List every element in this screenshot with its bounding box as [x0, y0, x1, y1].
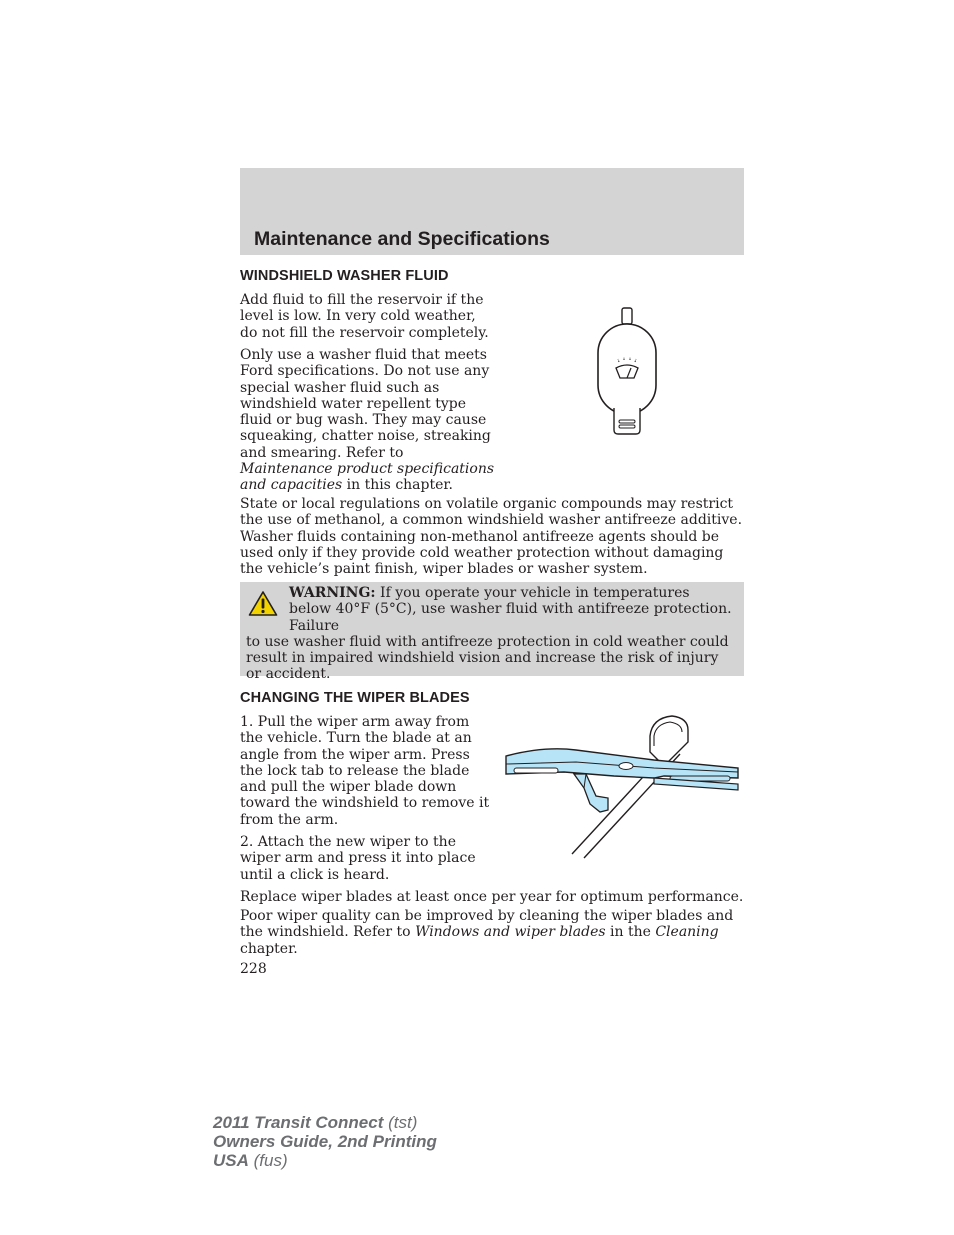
washer-paragraph-2-tail: in this chapter. — [342, 477, 454, 494]
warning-box — [240, 582, 744, 683]
windows-wipers-reference: Windows and wiper blades — [415, 924, 606, 941]
wiper-quality-mid: in the — [605, 924, 656, 941]
section-header-band — [240, 168, 744, 255]
footer-market-code: (fus) — [248, 1151, 288, 1170]
wiper-step-2: 2. Attach the new wiper to the wiper arm and press it into place until a click is heard. — [240, 834, 476, 883]
wiper-quality-paragraph — [240, 908, 744, 957]
washer-paragraph-3: State or local regulations on volatile organic compounds may restrict the use of methanol, a common windshield washer antifreeze additive. Washer fluids containing non-methanol antifreeze agents should be used only if they provide cold weather protection without damaging the vehicle’s paint finish, wiper blades or washer system. — [240, 496, 743, 578]
section-title: Maintenance and Specifications — [254, 228, 550, 250]
footer-line-3 — [213, 1151, 437, 1170]
wiper-blade-illustration — [504, 712, 740, 860]
page-number: 228 — [240, 961, 267, 977]
wiper-step-1: 1. Pull the wiper arm away from the vehicle. Turn the blade at an angle from the wiper arm. Press the lock tab to release the blade and pull the wiper blade down toward the windshield to remove it from the arm. — [240, 714, 490, 828]
footer-market: USA — [213, 1151, 249, 1170]
footer-model: 2011 Transit Connect — [213, 1113, 384, 1132]
footer-line-1 — [213, 1113, 437, 1132]
warning-text-first: If you operate your vehicle in temperatures below 40°F (5°C), use washer fluid with antifreeze protection. Failure — [289, 585, 732, 634]
warning-text — [246, 585, 734, 683]
wiper-replace-paragraph: Replace wiper blades at least once per year for optimum performance. — [240, 889, 744, 905]
washer-capacities-reference: Maintenance product specifications and capacities — [240, 461, 495, 494]
document-footer — [213, 1113, 437, 1170]
warning-label: WARNING: — [289, 585, 376, 601]
washer-reservoir-cap-illustration — [594, 306, 660, 436]
footer-edition: Owners Guide, 2nd Printing — [213, 1132, 437, 1151]
warning-text-rest: to use washer fluid with antifreeze protection in cold weather could result in impaired windshield vision and increase the risk of injury or accident. — [246, 633, 729, 683]
footer-line-2 — [213, 1132, 437, 1151]
warning-first-line — [246, 585, 734, 634]
wiper-quality-text: Poor wiper quality can be improved by cleaning the wiper blades and the windshield. Refer to — [240, 908, 734, 941]
cleaning-reference: Cleaning — [655, 924, 719, 941]
footer-model-code: (tst) — [383, 1113, 418, 1132]
heading-washer-fluid: WINDSHIELD WASHER FLUID — [240, 268, 449, 284]
wiper-quality-tail: chapter. — [240, 940, 298, 957]
washer-paragraph-2 — [240, 347, 498, 494]
washer-paragraph-1: Add fluid to fill the reservoir if the level is low. In very cold weather, do not fill the reservoir completely. — [240, 292, 489, 341]
washer-paragraph-2-text: Only use a washer fluid that meets Ford specifications. Do not use any special washer fluid such as windshield water repellent type fluid or bug wash. They may cause squeaking, chatter noise, streaking and smearing. Refer to — [240, 347, 491, 461]
heading-wiper-blades: CHANGING THE WIPER BLADES — [240, 690, 470, 706]
